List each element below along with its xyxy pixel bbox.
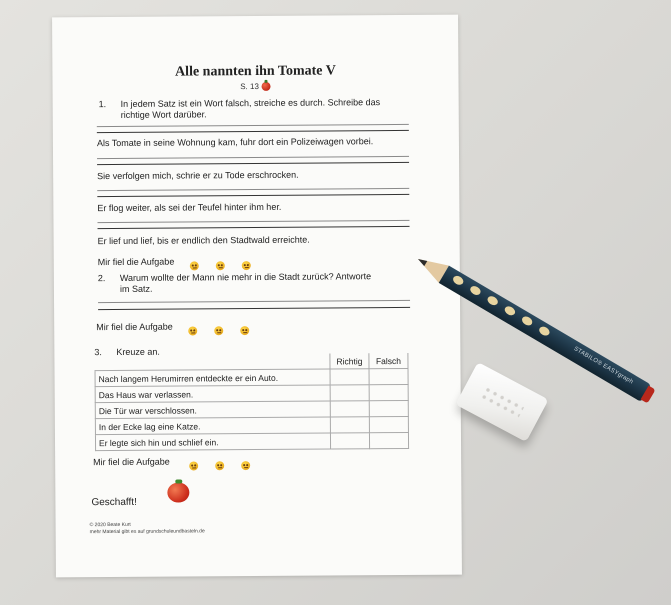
checkbox-cell-true[interactable] bbox=[330, 385, 369, 401]
statement-cell: Er legte sich hin und schlief ein. bbox=[95, 433, 330, 451]
smiley-neutral-icon bbox=[214, 327, 223, 336]
answer-line bbox=[97, 188, 409, 191]
checkbox-cell-true[interactable] bbox=[330, 401, 369, 417]
q1-number: 1. bbox=[98, 99, 107, 110]
q1-instruction-line-1: In jedem Satz ist ein Wort falsch, streiche es durch. Schreibe das bbox=[120, 97, 381, 109]
answer-line bbox=[97, 162, 409, 165]
checkbox-cell-true[interactable] bbox=[330, 417, 369, 433]
answer-line bbox=[97, 220, 409, 223]
q2-number: 2. bbox=[97, 273, 106, 284]
copyright-line: © 2020 Beate Kurt bbox=[89, 521, 131, 529]
page-reference bbox=[53, 81, 459, 93]
checkbox-cell-false[interactable] bbox=[369, 432, 408, 448]
q1-instruction-line-2: richtige Wort darüber. bbox=[120, 109, 207, 120]
tomato-icon bbox=[167, 482, 189, 502]
table-row bbox=[95, 432, 408, 450]
done-label: Geschafft! bbox=[91, 496, 137, 509]
q2-instruction-line-2: im Satz. bbox=[119, 283, 153, 294]
worksheet-title: Alle nannten ihn Tomate V bbox=[174, 63, 336, 80]
answer-line bbox=[97, 156, 409, 159]
answer-line bbox=[98, 307, 410, 310]
grip-dot bbox=[538, 325, 552, 337]
grip-dot bbox=[503, 305, 517, 317]
smiley-bad-icon bbox=[240, 326, 249, 335]
smiley-neutral-icon bbox=[216, 261, 225, 270]
checkbox-cell-true[interactable] bbox=[330, 369, 369, 385]
answer-line bbox=[97, 124, 409, 127]
answer-line bbox=[98, 226, 410, 229]
true-false-table bbox=[94, 353, 409, 451]
worksheet-paper bbox=[52, 15, 462, 578]
smiley-good-icon bbox=[190, 262, 199, 271]
checkbox-cell-false[interactable] bbox=[369, 416, 408, 432]
pencil-brand: STABILO® EASYgraph bbox=[572, 346, 635, 386]
q2-instruction-line-1: Warum wollte der Mann nie mehr in die Stadt zurück? Antworte bbox=[119, 271, 372, 283]
statement-cell: Das Haus war verlassen. bbox=[95, 385, 330, 403]
self-check-label: Mir fiel die Aufgabe bbox=[97, 256, 175, 268]
answer-line bbox=[97, 130, 409, 133]
answer-line bbox=[97, 194, 409, 197]
material-link-line: mehr Material gibt es auf grundschuleundbasteln.de bbox=[89, 528, 205, 536]
checkbox-cell-true[interactable] bbox=[330, 433, 369, 449]
smiley-good-icon bbox=[188, 327, 197, 336]
grip-dot bbox=[486, 294, 500, 306]
self-check-label: Mir fiel die Aufgabe bbox=[96, 321, 173, 333]
answer-line bbox=[98, 300, 410, 303]
eraser-pattern bbox=[479, 385, 525, 420]
statement-cell: In der Ecke lag eine Katze. bbox=[95, 417, 330, 435]
grip-dot bbox=[520, 315, 534, 327]
grip-dot bbox=[469, 284, 483, 296]
eraser bbox=[455, 362, 548, 442]
smiley-bad-icon bbox=[242, 261, 251, 270]
smiley-neutral-icon bbox=[215, 461, 224, 470]
smiley-bad-icon bbox=[241, 461, 250, 470]
checkbox-cell-false[interactable] bbox=[369, 384, 408, 400]
table-header-blank bbox=[95, 353, 330, 370]
self-check-label: Mir fiel die Aufgabe bbox=[93, 456, 170, 468]
column-header-false: Falsch bbox=[369, 353, 408, 369]
checkbox-cell-false[interactable] bbox=[369, 368, 408, 384]
statement-cell: Nach langem Herumirren entdeckte er ein Auto. bbox=[95, 369, 330, 387]
pencil-cap bbox=[641, 386, 656, 404]
checkbox-cell-false[interactable] bbox=[369, 400, 408, 416]
page-ref-text: S. 13 bbox=[240, 81, 259, 92]
q1-sentence-2: Sie verfolgen mich, schrie er zu Tode erschrocken. bbox=[97, 169, 299, 182]
q1-sentence-4: Er lief und lief, bis er endlich den Stadtwald erreichte. bbox=[97, 234, 310, 247]
q1-sentence-1: Als Tomate in seine Wohnung kam, fuhr dort ein Polizeiwagen vorbei. bbox=[96, 136, 374, 149]
grip-dot bbox=[451, 274, 465, 286]
q3-number: 3. bbox=[94, 347, 102, 358]
self-check-smileys bbox=[189, 457, 267, 476]
self-check-smileys bbox=[188, 322, 266, 341]
q1-sentence-3: Er flog weiter, als sei der Teufel hinter ihm her. bbox=[97, 201, 282, 214]
statement-cell: Die Tür war verschlossen. bbox=[95, 401, 330, 419]
smiley-good-icon bbox=[189, 462, 198, 471]
q3-instruction: Kreuze an. bbox=[116, 346, 160, 357]
column-header-true: Richtig bbox=[330, 353, 369, 369]
tomato-icon bbox=[262, 82, 271, 91]
